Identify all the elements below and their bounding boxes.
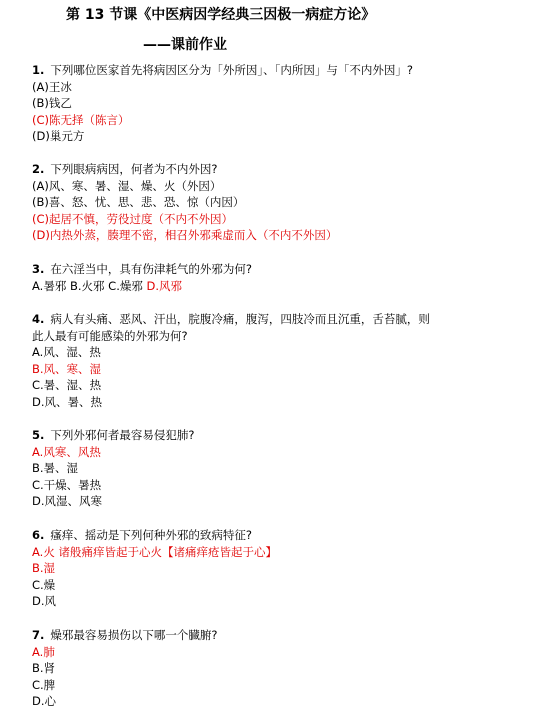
question-5	[32, 427, 532, 510]
question-2	[32, 161, 532, 244]
question-number: 6.	[32, 528, 45, 542]
option-d: D.风	[32, 594, 57, 609]
question-text: 病人有头痛、恶风、汗出，脘腹冷痛，腹泻，四肢冷而且沉重，舌苔腻，则	[50, 312, 430, 326]
question-text: 下列外邪何者最容易侵犯肺?	[50, 428, 195, 442]
option-c: C.干燥、暑热	[32, 477, 102, 492]
question-4-stem-line1	[32, 311, 532, 328]
question-number: 2.	[32, 162, 45, 176]
question-4-stem-line2: 此人最有可能感染的外邪为何?	[32, 328, 188, 343]
page-title: 第 13 节课《中医病因学经典三因极一病症方论》	[66, 7, 376, 23]
option-b: B.肾	[32, 661, 56, 676]
question-text: 燥邪最容易损伤以下哪一个臓腑?	[50, 628, 218, 642]
question-text: 在六淫当中，具有伤津耗气的外邪为何?	[50, 262, 252, 276]
option-d: (D)巢元方	[32, 129, 85, 144]
option-c-answer: (C)陈无择（陈言）	[32, 112, 130, 127]
option-b: (B)喜、怒、忧、思、悲、恐、惊（内因）	[32, 195, 245, 210]
question-text: 瘙痒、摇动是下列何种外邪的致病特征?	[50, 528, 252, 542]
option-d: D.风湿、风寒	[32, 494, 103, 509]
options-abc: A.暑邪 B.火邪 C.燥邪	[32, 278, 143, 293]
option-a: (A)风、寒、暑、湿、燥、火（外因）	[32, 178, 222, 193]
question-7	[32, 627, 532, 710]
option-a-answer: A.风寒、风热	[32, 444, 101, 459]
option-a-answer: A.肺	[32, 644, 55, 659]
page-subtitle: ——课前作业	[143, 37, 227, 53]
question-number: 5.	[32, 428, 45, 442]
option-d-answer: D.风邪	[146, 278, 183, 293]
question-5-stem	[32, 427, 532, 444]
question-3	[32, 261, 532, 294]
option-a-answer: A.火 诸般痛痒皆起于心火【诸痛痒疮皆起于心】	[32, 544, 277, 559]
question-text: 下列眼病病因，何者为不内外因?	[50, 162, 218, 176]
option-b: (B)钱乙	[32, 96, 72, 111]
option-b-answer: B.风、寒、湿	[32, 361, 102, 376]
question-number: 7.	[32, 628, 45, 642]
question-6-stem	[32, 527, 532, 544]
question-4	[32, 311, 532, 411]
option-d-answer: (D)内热外蒸，腠理不密，相召外邪乘虚而入（不内不外因）	[32, 228, 338, 243]
question-7-stem	[32, 627, 532, 644]
option-c-answer: (C)起居不慎，劳役过度（不内不外因）	[32, 211, 234, 226]
option-a: (A)王冰	[32, 79, 72, 94]
option-d: D.风、暑、热	[32, 394, 103, 409]
question-number: 3.	[32, 262, 45, 276]
option-c: C.燥	[32, 577, 56, 592]
question-6	[32, 527, 532, 610]
option-b-answer: B.湿	[32, 561, 56, 576]
options-inline	[32, 278, 532, 295]
question-text: 下列哪位医家首先将病因区分为「外所因」、「内所因」与「不内外因」?	[50, 63, 413, 77]
question-1-stem	[32, 62, 532, 79]
option-c: C.脾	[32, 677, 56, 692]
option-c: C.暑、湿、热	[32, 378, 102, 393]
option-a: A.风、湿、热	[32, 345, 101, 360]
option-d: D.心	[32, 694, 57, 709]
option-b: B.暑、湿	[32, 461, 79, 476]
question-1	[32, 62, 532, 145]
question-2-stem	[32, 161, 532, 178]
question-number: 1.	[32, 63, 45, 77]
question-3-stem	[32, 261, 532, 278]
question-number: 4.	[32, 312, 45, 326]
